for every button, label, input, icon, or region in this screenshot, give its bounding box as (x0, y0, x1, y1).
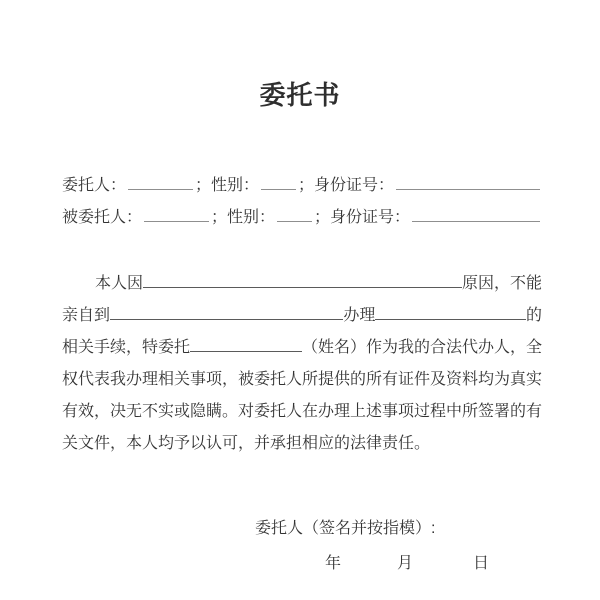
body-line-6: 关文件，本人均予以认可，并承担相应的法律责任。 (62, 435, 431, 452)
agent-gender-label: ；性别： (211, 209, 276, 226)
body-line-5: 有效，决无不实或隐瞒。对委托人在办理上述事项过程中所签署的有 (62, 403, 543, 420)
month-label: 月 (397, 555, 414, 572)
agent-gender-blank (277, 207, 312, 222)
signature-label: 委托人（签名并按指模）: (255, 520, 436, 537)
body-line-1 (62, 268, 542, 300)
agent-name-blank (144, 207, 209, 222)
principal-label: 委托人： (62, 177, 127, 194)
principal-name-blank (128, 175, 193, 190)
body-text-reason-pre: 本人因 (95, 275, 144, 292)
matter-blank (375, 305, 526, 320)
body-text-handle-label: 办理 (343, 307, 376, 324)
body-text-entrust-pre: 相关手续，特委托 (62, 339, 191, 356)
principal-gender-label: ；性别： (195, 177, 260, 194)
agent-id-blank (412, 207, 540, 222)
body-text-reason-post: 原因，不能 (461, 275, 542, 292)
agent-name-fill-blank (190, 337, 302, 352)
agent-id-label: ；身份证号： (314, 209, 411, 226)
principal-id-blank (396, 175, 540, 190)
year-label: 年 (325, 555, 342, 572)
day-label: 日 (473, 555, 490, 572)
document-title: 委托书 (259, 80, 341, 110)
body-text-of-suffix: 的 (525, 307, 542, 324)
body-text-entrust-post: （姓名）作为我的合法代办人，全 (301, 339, 542, 356)
principal-gender-blank (261, 175, 296, 190)
agent-info-line (62, 202, 542, 234)
body-line-4: 权代表我办理相关事项，被委托人所提供的所有证件及资料均为真实 (62, 371, 543, 388)
body-line-2 (62, 300, 542, 332)
body-text-location-pre: 亲自到 (62, 307, 111, 324)
date-line (0, 554, 600, 574)
body-paragraph (62, 268, 542, 460)
principal-info-line (62, 170, 542, 202)
body-line-3 (62, 332, 542, 364)
party-info-section (62, 170, 542, 234)
principal-id-label: ；身份证号： (298, 177, 395, 194)
reason-blank (143, 273, 462, 288)
location-blank (110, 305, 343, 320)
agent-label: 被委托人： (62, 209, 143, 226)
